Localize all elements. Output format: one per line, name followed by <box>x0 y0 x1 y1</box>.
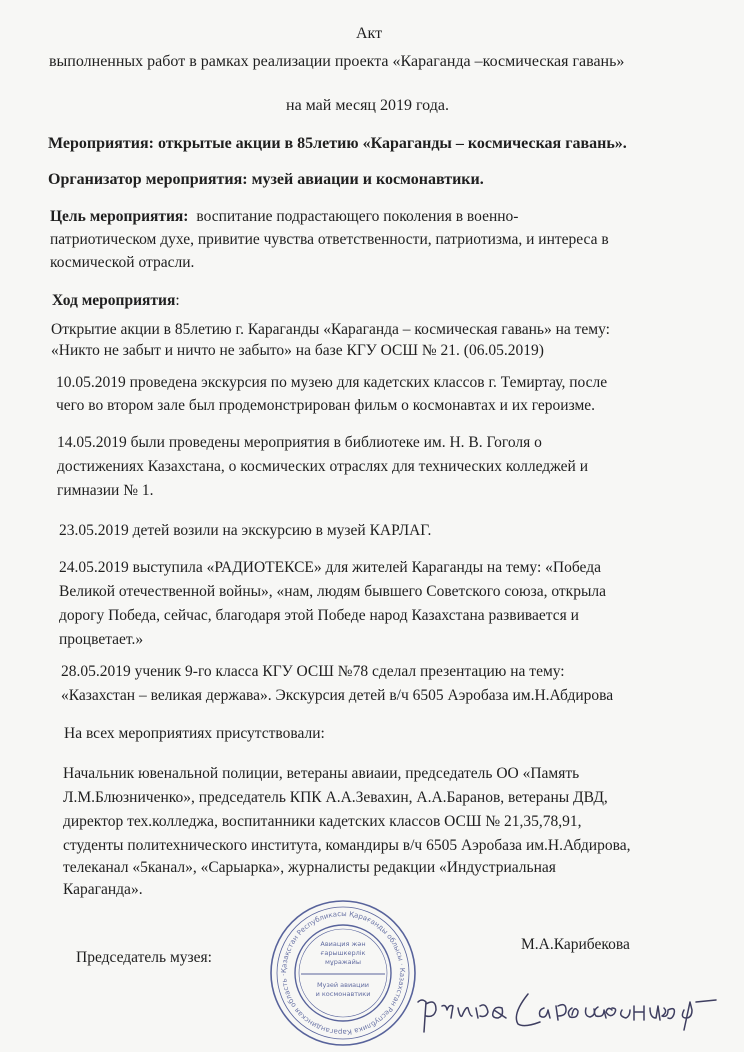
paragraph-5-line-4: процветает.» <box>59 631 144 648</box>
goal-line-1 <box>50 207 518 226</box>
paragraph-2-line-1: 10.05.2019 проведена экскурсия по музею для кадетских классов г. Темиртау, после <box>56 374 608 391</box>
signature-role: Председатель музея: <box>76 949 212 966</box>
document-period: на май месяц 2019 года. <box>286 97 449 114</box>
svg-text:Музей авиации: Музей авиации <box>316 981 370 989</box>
progress-colon: : <box>175 292 180 309</box>
attendees-heading: На всех мероприятиях присутствовали: <box>64 725 325 742</box>
svg-text:и космонавтики: и космонавтики <box>315 990 371 998</box>
paragraph-6-line-2: «Казахстан – великая держава». Экскурсия детей в/ч 6505 Аэробаза им.Н.Абдирова <box>61 687 614 704</box>
event-label: Мероприятия: <box>48 135 154 152</box>
progress-label: Ход мероприятия <box>52 292 176 309</box>
paragraph-1-line-1: Открытие акции в 85летию г. Караганды «Караганда – космическая гавань» на тему: <box>51 321 610 338</box>
attendees-line-5: телеканал «5канал», «Сарыарка», журналисты редакции «Индустриальная <box>63 859 556 876</box>
attendees-line-4: студенты политехнического института, командиры в/ч 6505 Аэробаза им.Н.Абдирова, <box>63 837 631 854</box>
event-text: открытые акции в 85летию «Караганды – космическая гавань». <box>157 135 627 152</box>
attendees-line-1: Начальник ювенальной полиции, ветераны авиаии, председатель ОО «Память <box>63 765 580 782</box>
paragraph-5-line-2: Великой отечественной войны», «нам, людям бывшего Советского союза, открыла <box>59 583 606 600</box>
paragraph-3-line-3: гимназии № 1. <box>57 482 154 499</box>
paragraph-3-line-2: достижениях Казахстана, о космических отраслях для технических колледжей и <box>57 458 589 475</box>
svg-text:Авиация жән: Авиация жән <box>320 940 366 948</box>
museum-stamp <box>268 898 418 1048</box>
organizer-text: музей авиации и космонавтики. <box>251 171 484 188</box>
attendees-line-2: Л.М.Блюзниченко», председатель КПК А.А.Зевахин, А.А.Баранов, ветераны ДВД, <box>63 789 608 806</box>
attendees-line-6: Караганда». <box>63 881 143 898</box>
paragraph-4-line-1: 23.05.2019 детей возили на экскурсию в музей КАРЛАГ. <box>59 522 432 539</box>
svg-text:ғарышкерлік: ғарышкерлік <box>320 949 366 957</box>
paragraph-6-line-1: 28.05.2019 ученик 9-го класса КГУ ОСШ №78 сделал презентацию на тему: <box>61 663 565 680</box>
organizer-label: Организатор мероприятия: <box>48 171 248 188</box>
paragraph-2-line-2: чего во втором зале был продемонстрирован фильм о космонавтах и их героизме. <box>56 397 596 414</box>
paragraph-5-line-3: дорогу Победа, сейчас, благодаря этой Победе народ Казахстана развивается и <box>59 607 579 624</box>
goal-text: воспитание подрастающего поколения в военно- <box>196 208 519 225</box>
handwritten-signature <box>400 980 736 1040</box>
goal-line-3: космической отрасли. <box>50 254 195 271</box>
svg-text:Қазақстан Республикасы Қараған: Қазақстан Республикасы Қарағанды облысы · Казахстан Республика Карагандинская область · <box>279 909 407 1037</box>
paragraph-3-line-1: 14.05.2019 были проведены мероприятия в библиотеке им. Н. В. Гоголя о <box>57 434 542 451</box>
paragraph-5-line-1: 24.05.2019 выступила «РАДИОТЕКСЕ» для жителей Караганды на тему: «Победа <box>59 559 601 576</box>
event-line <box>48 134 627 153</box>
progress-heading <box>52 291 180 310</box>
goal-label: Цель мероприятия: <box>50 208 189 225</box>
organizer-line <box>48 170 484 189</box>
signature-name: М.А.Карибекова <box>521 936 630 953</box>
attendees-line-3: директор тех.колледжа, воспитанники кадетских классов ОСШ № 21,35,78,91, <box>63 813 582 830</box>
document-subtitle: выполненных работ в рамках реализации проекта «Караганда –космическая гавань» <box>49 53 625 70</box>
svg-text:мұражайы: мұражайы <box>324 958 362 966</box>
goal-line-2: патриотическом духе, привитие чувства ответственности, патриотизма, и интереса в <box>50 231 609 248</box>
paragraph-1-line-2: «Никто не забыт и ничто не забыто» на базе КГУ ОСШ № 21. (06.05.2019) <box>51 342 544 359</box>
document-title: Акт <box>356 25 383 42</box>
